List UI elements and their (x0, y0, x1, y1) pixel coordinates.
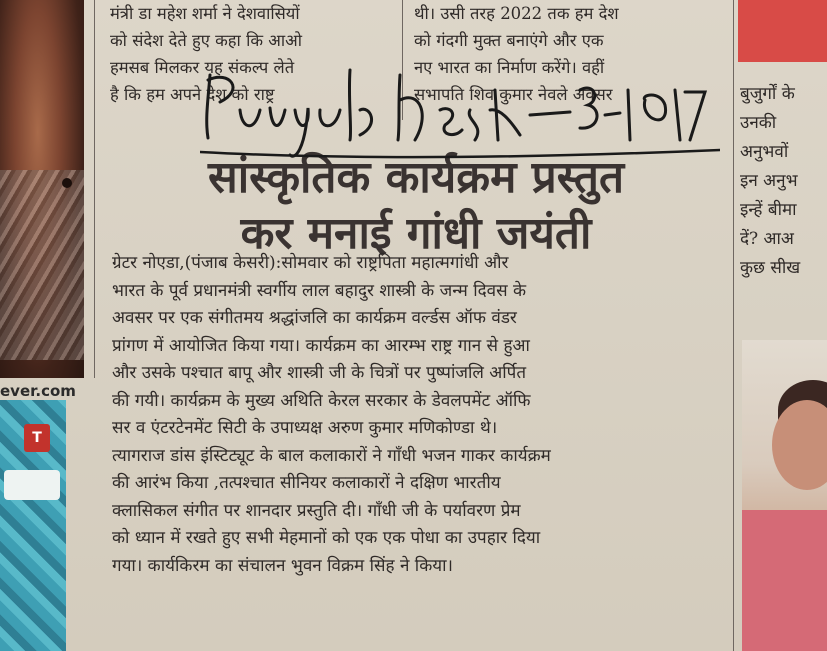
right-text-line: उनकी (740, 113, 777, 133)
body-line: और उसके पश्चात बापू और शास्त्री जी के चित्रों पर पुष्पांजलि अर्पित (112, 363, 527, 383)
website-text: ever.com (0, 382, 76, 400)
body-line: अवसर पर एक संगीतमय श्रद्धांजलि का कार्यक्रम वर्ल्डस ऑफ वंडर (112, 308, 517, 328)
body-line: ग्रेटर नोएडा,(पंजाब केसरी):सोमवार को राष्ट्रपिता महात्मगांधी और (112, 253, 509, 273)
text-line: को संदेश देते हुए कहा कि आओ (110, 31, 302, 50)
body-line: भारत के पूर्व प्रधानमंत्री स्वर्गीय लाल बहादुर शास्त्री के जन्म दिवस के (112, 280, 527, 301)
right-text-line: इन अनुभ (740, 171, 798, 191)
headline-line-1: सांस्कृतिक कार्यक्रम प्रस्तुत (207, 152, 625, 203)
photo-dress (742, 510, 827, 651)
photo-fabric (0, 170, 84, 360)
right-text-line: अनुभवों (740, 142, 789, 162)
right-column (740, 80, 800, 283)
right-text-line: कुछ सीख (740, 258, 801, 278)
text-line: सभापति शिव कुमार नेवले अवसर (414, 85, 613, 104)
text-line: हमसब मिलकर यह संकल्प लेते (110, 58, 295, 77)
handwritten-annotation (200, 60, 720, 180)
body-line: त्यागराज डांस इंस्टिट्यूट के बाल कलाकारों ने गाँधी भजन गाकर कार्यक्रम (112, 445, 551, 466)
ad-logo: T (24, 424, 50, 452)
column-rule-right (733, 0, 734, 651)
text-line: थी। उसी तरह 2022 तक हम देश (414, 4, 619, 23)
text-line: नए भारत का निर्माण करेंगे। वहीं (414, 58, 605, 77)
right-text-line: दें? आअ (740, 229, 794, 249)
body-line: सर व एंटरटेनमेंट सिटी के उपाध्यक्ष अरुण कुमार मणिकोण्डा थे। (112, 418, 498, 438)
body-line: को ध्यान में रखते हुए सभी मेहमानों को एक एक पोधा का उपहार दिया (112, 528, 541, 548)
right-text-line: इन्हें बीमा (740, 200, 797, 220)
headline-line-2: कर मनाई गांधी जयंती (240, 208, 592, 259)
column-rule-left (94, 0, 95, 378)
body-line: प्रांगण में आयोजित किया गया। कार्यक्रम का आरम्भ राष्ट्र गान से हुआ (112, 335, 530, 356)
right-photo (742, 340, 827, 651)
text-line: को गंदगी मुक्त बनाएंगे और एक (414, 31, 604, 50)
left-advertisement (0, 400, 66, 651)
body-line: की आरंभ किया ,तत्पश्चात सीनियर कलाकारों ने दक्षिण भारतीय (112, 473, 501, 493)
ad-white-shape (4, 470, 60, 500)
right-red-banner (738, 0, 827, 62)
left-photo (0, 0, 84, 378)
text-line: मंत्री डा महेश शर्मा ने देशवासियों (110, 4, 300, 23)
body-line: गया। कार्यकिरम का संचालन भुवन विक्रम सिंह ने किया। (112, 555, 453, 576)
photo-dot (62, 178, 72, 188)
text-line: है कि हम अपने देश को राष्ट्र (110, 85, 275, 104)
body-line: क्लासिकल संगीत पर शानदार प्रस्तुति दी। गाँधी जी के पर्यावरण प्रेम (112, 500, 521, 521)
body-line: की गयी। कार्यक्रम के मुख्य अथिति केरल सरकार के डेवलपमेंट ऑफि (112, 390, 531, 411)
article-body (112, 250, 692, 580)
right-text-line: बुजुर्गों के (740, 84, 795, 104)
